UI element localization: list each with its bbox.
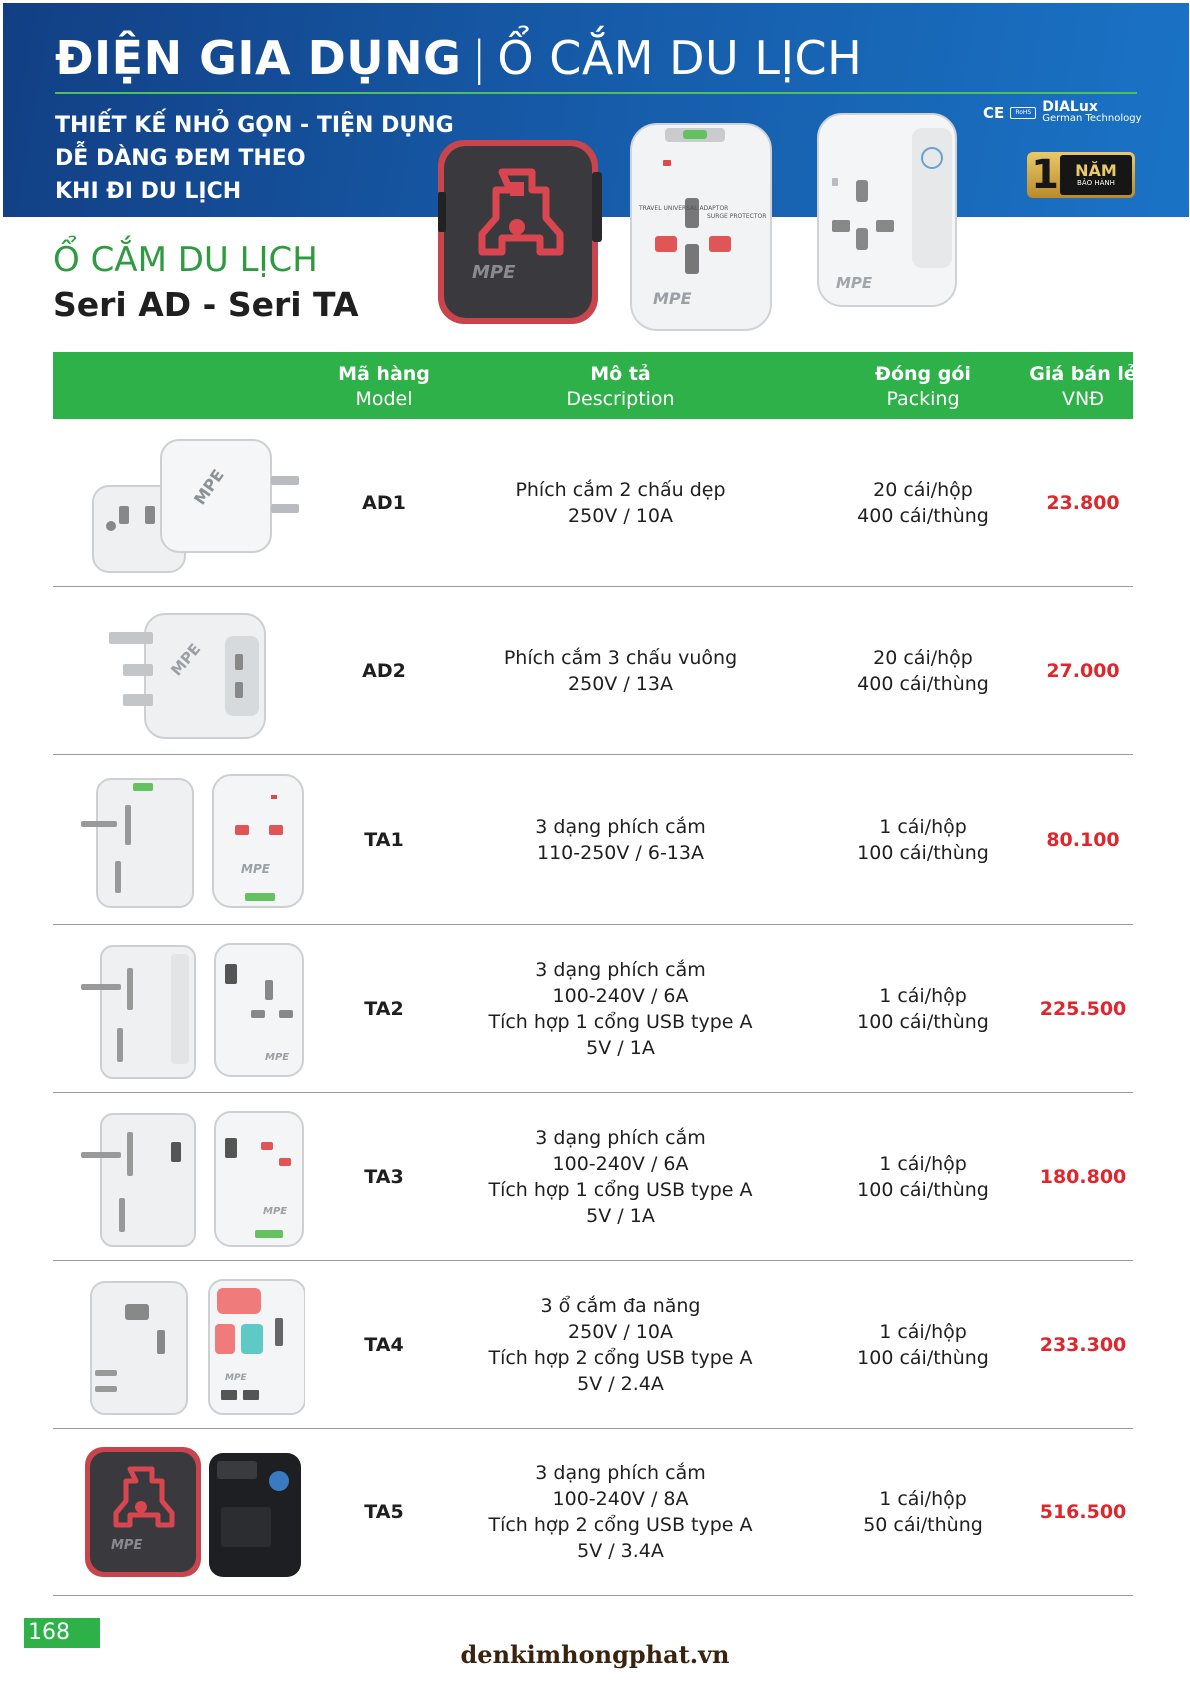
- product-brand-label: MPE: [225, 1372, 247, 1383]
- description-line: 3 dạng phích cắm: [535, 1462, 706, 1484]
- warranty-label-box: [1060, 155, 1132, 195]
- tagline: [55, 109, 454, 208]
- model-cell: TA4: [364, 1333, 404, 1356]
- product-brand-label: MPE: [265, 1051, 290, 1063]
- ce-mark-icon: CE: [983, 104, 1005, 122]
- description-line: 5V / 2.4A: [577, 1372, 664, 1395]
- column-header-en: VNĐ: [1062, 388, 1104, 410]
- model-cell: AD1: [362, 491, 406, 514]
- model-cell: TA5: [364, 1501, 404, 1523]
- description-line: Tích hợp 2 cổng USB type A: [488, 1346, 753, 1369]
- packing-line: 400 cái/thùng: [857, 504, 989, 527]
- product-brand-label: MPE: [263, 1205, 288, 1217]
- table-row: [53, 1261, 1133, 1429]
- description-line: Phích cắm 2 chấu dẹp: [515, 478, 726, 501]
- packing-line: 50 cái/thùng: [863, 1514, 983, 1536]
- packing-line: 1 cái/hộp: [879, 1320, 967, 1343]
- description-cell: [448, 1093, 793, 1260]
- description-line: Phích cắm 3 chấu vuông: [503, 646, 738, 669]
- packing-cell: [803, 419, 1043, 586]
- table-header: [53, 352, 1137, 419]
- section-subtitle: Seri AD - Seri TA: [53, 285, 359, 324]
- adapter-ta2-image: [75, 934, 305, 1084]
- model-cell: TA1: [364, 828, 404, 851]
- column-header-en: Model: [355, 388, 413, 410]
- table-row: [53, 755, 1133, 925]
- description-line: 5V / 1A: [586, 1204, 655, 1227]
- adapter-ad1-image: [75, 428, 305, 578]
- product-image-cell: [65, 755, 315, 924]
- warranty-years: 1: [1031, 152, 1059, 198]
- price-cell: 27.000: [1046, 659, 1120, 682]
- tagline-line: THIẾT KẾ NHỎ GỌN - TIỆN DỤNG: [55, 113, 454, 138]
- product-brand-label: MPE: [111, 1538, 143, 1553]
- packing-line: 1 cái/hộp: [879, 1152, 967, 1175]
- description-line: 100-240V / 8A: [552, 1488, 689, 1510]
- table-row: [53, 587, 1133, 755]
- adapter-ta4-image: [75, 1270, 305, 1420]
- description-line: 100-240V / 6A: [552, 984, 689, 1007]
- column-header-vi: Đóng gói: [875, 363, 971, 385]
- packing-cell: [803, 925, 1043, 1092]
- hero-label-travel: TRAVEL UNIVERSAL ADAPTOR: [639, 205, 729, 212]
- hero-brand-label: MPE: [836, 274, 873, 292]
- packing-line: 1 cái/hộp: [879, 815, 967, 838]
- product-image-cell: [65, 587, 315, 754]
- description-cell: [448, 587, 793, 754]
- packing-line: 1 cái/hộp: [879, 984, 967, 1007]
- table-row: [53, 1429, 1133, 1596]
- packing-line: 100 cái/thùng: [857, 841, 989, 864]
- description-line: 110-250V / 6-13A: [537, 841, 704, 864]
- description-cell: [448, 925, 793, 1092]
- column-header-vi: Mô tả: [590, 363, 651, 385]
- description-line: 3 ổ cắm đa năng: [540, 1294, 701, 1317]
- packing-cell: [803, 587, 1043, 754]
- description-cell: [448, 755, 793, 924]
- product-brand-label: MPE: [190, 465, 228, 508]
- description-line: 250V / 10A: [568, 504, 673, 527]
- adapter-ad2-image: [75, 596, 305, 746]
- description-line: Tích hợp 1 cổng USB type A: [488, 1010, 753, 1033]
- hero-brand-label: MPE: [653, 289, 692, 308]
- description-line: Tích hợp 1 cổng USB type A: [488, 1178, 753, 1201]
- packing-cell: [803, 1429, 1043, 1595]
- hero-adapter-white-plain-image: [812, 108, 962, 313]
- packing-cell: [803, 755, 1043, 924]
- column-header-vi: Giá bán lẻ: [1029, 363, 1137, 385]
- hero-label-surge: SURGE PROTECTOR: [707, 213, 767, 220]
- packing-line: 100 cái/thùng: [857, 1346, 989, 1369]
- banner-divider: [55, 92, 1137, 94]
- description-cell: [448, 419, 793, 586]
- packing-cell: [803, 1093, 1043, 1260]
- packing-line: 100 cái/thùng: [857, 1178, 989, 1201]
- price-cell: 80.100: [1046, 828, 1120, 851]
- hero-adapter-white-image: [625, 118, 780, 338]
- product-brand-label: MPE: [241, 861, 270, 876]
- page-title: [55, 31, 862, 85]
- packing-line: 20 cái/hộp: [873, 646, 973, 669]
- column-header-vi: Mã hàng: [338, 363, 430, 385]
- column-header-price: [1013, 362, 1153, 412]
- dialux-name: DIALux: [1042, 99, 1098, 115]
- product-image-cell: [65, 925, 315, 1092]
- model-cell: TA2: [364, 997, 404, 1020]
- table-row: [53, 925, 1133, 1093]
- website-watermark: denkimhongphat.vn: [460, 1640, 730, 1669]
- description-line: 3 dạng phích cắm: [535, 815, 706, 838]
- description-line: 3 dạng phích cắm: [535, 958, 706, 981]
- warranty-badge: [1027, 152, 1135, 198]
- table-row: [53, 1093, 1133, 1261]
- description-line: Tích hợp 2 cổng USB type A: [488, 1514, 753, 1536]
- title-product: Ổ CẮM DU LỊCH: [497, 31, 863, 85]
- tagline-line: KHI ĐI DU LỊCH: [55, 179, 242, 204]
- certifications: [983, 101, 1142, 125]
- price-cell: 516.500: [1039, 1501, 1127, 1523]
- packing-line: 400 cái/thùng: [857, 672, 989, 695]
- product-image-cell: [65, 1261, 315, 1428]
- description-line: 5V / 3.4A: [577, 1540, 664, 1562]
- warranty-sublabel: BẢO HÀNH: [1077, 179, 1115, 187]
- product-image-cell: [65, 1093, 315, 1260]
- tagline-line: DỄ DÀNG ĐEM THEO: [55, 146, 306, 171]
- column-header-en: Description: [566, 388, 675, 410]
- product-image-cell: [65, 419, 315, 586]
- hero-brand-label: MPE: [472, 262, 516, 283]
- dialux-logo: [1042, 101, 1141, 125]
- description-line: 3 dạng phích cắm: [535, 1126, 706, 1149]
- page-number: 168: [24, 1618, 100, 1648]
- product-image-cell: [65, 1429, 315, 1595]
- model-cell: AD2: [362, 659, 406, 682]
- description-cell: [448, 1429, 793, 1595]
- table-row: [53, 419, 1133, 587]
- packing-line: 1 cái/hộp: [879, 1488, 967, 1510]
- price-cell: 233.300: [1039, 1333, 1127, 1356]
- column-header-en: Packing: [886, 388, 960, 410]
- price-cell: 225.500: [1039, 997, 1127, 1020]
- description-line: 100-240V / 6A: [552, 1152, 689, 1175]
- title-separator: |: [471, 31, 488, 85]
- adapter-ta1-image: [75, 765, 305, 915]
- description-line: 5V / 1A: [586, 1036, 655, 1059]
- adapter-ta5-image: [75, 1437, 305, 1587]
- column-header-model: [329, 362, 439, 412]
- dialux-tagline: German Technology: [1042, 113, 1142, 124]
- description-line: 250V / 10A: [568, 1320, 673, 1343]
- hero-adapter-black-image: [432, 132, 612, 332]
- warranty-label: NĂM: [1075, 161, 1117, 180]
- packing-cell: [803, 1261, 1043, 1428]
- description-line: 250V / 13A: [568, 672, 673, 695]
- section-title: Ổ CẮM DU LỊCH: [53, 240, 318, 280]
- product-brand-label: MPE: [167, 639, 205, 679]
- title-category: ĐIỆN GIA DỤNG: [55, 31, 462, 85]
- column-header-description: [448, 362, 793, 412]
- price-cell: 180.800: [1039, 1165, 1127, 1188]
- rohs-icon: RoHS: [1010, 107, 1036, 119]
- model-cell: TA3: [364, 1165, 404, 1188]
- column-header-packing: [803, 362, 1043, 412]
- description-cell: [448, 1261, 793, 1428]
- packing-line: 20 cái/hộp: [873, 478, 973, 501]
- adapter-ta3-image: [75, 1102, 305, 1252]
- packing-line: 100 cái/thùng: [857, 1010, 989, 1033]
- price-cell: 23.800: [1046, 491, 1120, 514]
